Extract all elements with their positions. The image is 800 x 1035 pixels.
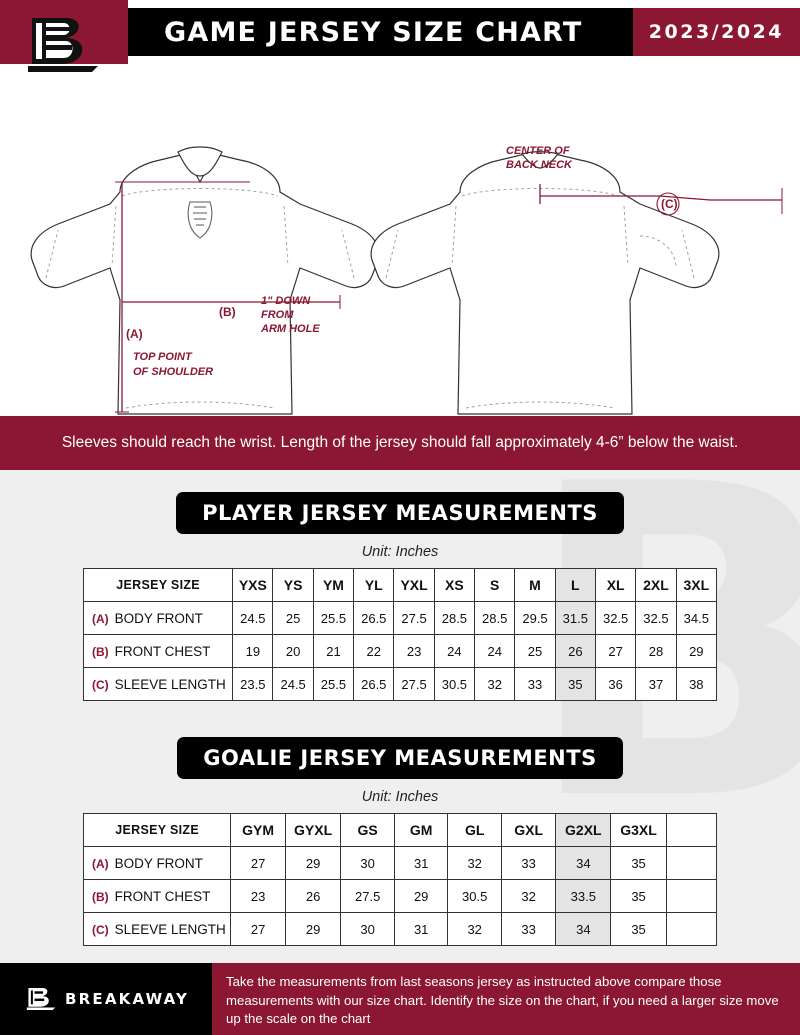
back-neck-label-1: CENTER OF xyxy=(506,145,570,157)
cell: 26 xyxy=(285,880,340,913)
dimension-c-tag: (C) xyxy=(661,197,678,211)
cell: 26.5 xyxy=(354,668,394,701)
cell: 29.5 xyxy=(515,602,555,635)
player-section-heading: PLAYER JERSEY MEASUREMENTS xyxy=(176,492,624,534)
dimension-b-tag: (B) xyxy=(219,305,236,319)
cell: 33 xyxy=(515,668,555,701)
column-header: 2XL xyxy=(636,569,676,602)
cell-empty xyxy=(666,847,716,880)
cell: 27 xyxy=(231,847,286,880)
cell: 20 xyxy=(273,635,313,668)
column-header-jersey-size: JERSEY SIZE xyxy=(84,569,233,602)
cell: 24 xyxy=(475,635,515,668)
cell: 25.5 xyxy=(313,668,353,701)
cell: 28.5 xyxy=(475,602,515,635)
dimension-a-label-2: OF SHOULDER xyxy=(133,366,214,378)
footer-brand-name: BREAKAWAY xyxy=(65,990,190,1008)
cell: 32 xyxy=(475,668,515,701)
cell: 30 xyxy=(341,913,395,946)
cell: 23.5 xyxy=(233,668,273,701)
table-row xyxy=(84,913,717,946)
cell: 35 xyxy=(611,880,666,913)
cell: 29 xyxy=(285,847,340,880)
cell: 30.5 xyxy=(434,668,474,701)
table-row xyxy=(84,602,717,635)
row-label-text: BODY FRONT xyxy=(114,855,203,871)
cell: 28.5 xyxy=(434,602,474,635)
row-label-sleeve-length xyxy=(84,668,233,701)
cell: 35 xyxy=(555,668,595,701)
cell: 27.5 xyxy=(341,880,395,913)
row-label-front-chest xyxy=(84,635,233,668)
cell: 25 xyxy=(273,602,313,635)
page-footer xyxy=(0,963,800,1035)
dimension-a-tag: (A) xyxy=(126,327,143,341)
cell: 29 xyxy=(285,913,340,946)
cell: 34.5 xyxy=(676,602,716,635)
breakaway-b-logo-icon xyxy=(26,984,56,1014)
cell: 36 xyxy=(595,668,635,701)
dimension-b-label-1: 1" DOWN xyxy=(261,295,311,307)
column-header: GXL xyxy=(502,814,556,847)
cell: 27.5 xyxy=(394,602,434,635)
cell: 23 xyxy=(394,635,434,668)
cell: 21 xyxy=(313,635,353,668)
breakaway-b-logo-icon xyxy=(26,14,100,76)
cell-empty xyxy=(666,880,716,913)
cell: 24.5 xyxy=(273,668,313,701)
row-label-sleeve-length xyxy=(84,913,231,946)
row-label-text: BODY FRONT xyxy=(114,610,203,626)
column-header: YS xyxy=(273,569,313,602)
row-label-body-front xyxy=(84,602,233,635)
back-jersey-graphic xyxy=(371,152,719,414)
cell: 27 xyxy=(231,913,286,946)
cell: 25.5 xyxy=(313,602,353,635)
cell: 31 xyxy=(395,913,448,946)
cell-empty xyxy=(666,913,716,946)
fit-note-banner: Sleeves should reach the wrist. Length of the jersey should fall approximately 4-6” below the waist. xyxy=(0,416,800,470)
row-tag: (B) xyxy=(92,889,109,904)
cell: 26 xyxy=(555,635,595,668)
header-title-bar xyxy=(128,8,633,56)
column-header: YXS xyxy=(233,569,273,602)
table-header-row xyxy=(84,814,717,847)
cell: 33 xyxy=(502,913,556,946)
cell: 19 xyxy=(233,635,273,668)
cell: 35 xyxy=(611,847,666,880)
cell: 33 xyxy=(502,847,556,880)
column-header-empty xyxy=(666,814,716,847)
row-tag: (A) xyxy=(92,611,109,626)
column-header-jersey-size: JERSEY SIZE xyxy=(84,814,231,847)
goalie-measurements-table xyxy=(83,813,717,946)
cell: 31.5 xyxy=(555,602,595,635)
column-header: G2XL xyxy=(556,814,611,847)
cell: 30.5 xyxy=(448,880,502,913)
player-section xyxy=(0,470,800,701)
cell: 32 xyxy=(448,913,502,946)
cell: 35 xyxy=(611,913,666,946)
row-tag: (B) xyxy=(92,644,109,659)
page-header xyxy=(0,0,800,64)
cell: 32.5 xyxy=(595,602,635,635)
table-row xyxy=(84,880,717,913)
jersey-diagram xyxy=(0,64,800,416)
row-label-body-front xyxy=(84,847,231,880)
cell: 34 xyxy=(556,913,611,946)
cell: 28 xyxy=(636,635,676,668)
cell: 33.5 xyxy=(556,880,611,913)
row-tag: (C) xyxy=(92,922,109,937)
column-header: XL xyxy=(595,569,635,602)
footer-instructions: Take the measurements from last seasons jersey as instructed above compare those measurements with our size chart. Identify the size on the chart, if you need a larger size move up the scale on the chart xyxy=(212,963,800,1035)
row-label-text: SLEEVE LENGTH xyxy=(114,676,226,692)
cell: 32 xyxy=(502,880,556,913)
header-season-badge: 2023/2024 xyxy=(633,8,800,56)
column-header: YXL xyxy=(394,569,434,602)
row-label-front-chest xyxy=(84,880,231,913)
column-header: GM xyxy=(395,814,448,847)
column-header: YM xyxy=(313,569,353,602)
cell: 27 xyxy=(595,635,635,668)
cell: 31 xyxy=(395,847,448,880)
column-header: S xyxy=(475,569,515,602)
column-header: GYXL xyxy=(285,814,340,847)
table-header-row xyxy=(84,569,717,602)
footer-brand xyxy=(0,963,212,1035)
cell: 27.5 xyxy=(394,668,434,701)
column-header: G3XL xyxy=(611,814,666,847)
back-neck-label-2: BACK NECK xyxy=(506,159,572,171)
column-header: GYM xyxy=(231,814,286,847)
row-label-text: SLEEVE LENGTH xyxy=(114,921,226,937)
cell: 37 xyxy=(636,668,676,701)
cell: 24.5 xyxy=(233,602,273,635)
dimension-b-label-2: FROM xyxy=(261,309,294,321)
cell: 34 xyxy=(556,847,611,880)
cell: 32.5 xyxy=(636,602,676,635)
cell: 29 xyxy=(676,635,716,668)
column-header: 3XL xyxy=(676,569,716,602)
cell: 30 xyxy=(341,847,395,880)
column-header: YL xyxy=(354,569,394,602)
row-label-text: FRONT CHEST xyxy=(114,888,211,904)
player-unit-label: Unit: Inches xyxy=(361,544,439,561)
table-row xyxy=(84,635,717,668)
cell: 38 xyxy=(676,668,716,701)
table-row xyxy=(84,668,717,701)
cell: 25 xyxy=(515,635,555,668)
cell: 24 xyxy=(434,635,474,668)
row-label-text: FRONT CHEST xyxy=(114,643,211,659)
page-title: GAME JERSEY SIZE CHART xyxy=(164,16,583,48)
column-header: M xyxy=(515,569,555,602)
goalie-section xyxy=(0,715,800,946)
goalie-unit-label: Unit: Inches xyxy=(361,789,439,806)
dimension-a-label-1: TOP POINT xyxy=(133,351,192,363)
cell: 23 xyxy=(231,880,286,913)
row-tag: (A) xyxy=(92,856,109,871)
player-measurements-table xyxy=(83,568,717,701)
goalie-section-heading: GOALIE JERSEY MEASUREMENTS xyxy=(177,737,622,779)
column-header: L xyxy=(555,569,595,602)
cell: 32 xyxy=(448,847,502,880)
row-tag: (C) xyxy=(92,677,109,692)
table-row xyxy=(84,847,717,880)
column-header: XS xyxy=(434,569,474,602)
cell: 22 xyxy=(354,635,394,668)
dimension-b-label-3: ARM HOLE xyxy=(261,323,320,335)
column-header: GS xyxy=(341,814,395,847)
cell: 26.5 xyxy=(354,602,394,635)
jersey-illustration-panel xyxy=(0,64,800,416)
column-header: GL xyxy=(448,814,502,847)
cell: 29 xyxy=(395,880,448,913)
